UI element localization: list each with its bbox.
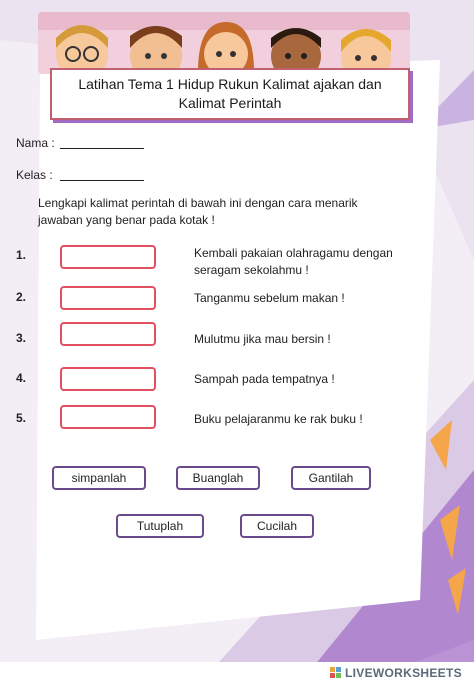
question-text-4: Sampah pada tempatnya ! — [194, 372, 335, 386]
worksheet-title-box — [50, 68, 410, 120]
choice-simpanlah[interactable]: simpanlah — [52, 466, 146, 490]
choice-cucilah[interactable]: Cucilah — [240, 514, 314, 538]
answer-drop-box-2[interactable] — [60, 286, 156, 310]
name-field[interactable] — [60, 148, 144, 149]
question-text-1 — [194, 245, 414, 279]
kid-illustration-2 — [130, 26, 182, 74]
liveworksheets-brand[interactable]: LIVEWORKSHEETS — [345, 666, 462, 680]
header-banner — [38, 12, 410, 74]
choice-tutuplah[interactable]: Tutuplah — [116, 514, 204, 538]
choice-buanglah[interactable]: Buanglah — [176, 466, 260, 490]
question-number: 3. — [16, 331, 27, 345]
name-label: Nama : — [16, 136, 55, 150]
worksheet-title-line-2: Kalimat Perintah — [178, 95, 282, 111]
question-number: 1. — [16, 248, 27, 262]
question-text-3: Mulutmu jika mau bersin ! — [194, 332, 331, 346]
question-text-2: Tanganmu sebelum makan ! — [194, 291, 345, 305]
instruction-line-1: Lengkapi kalimat perintah di bawah ini dengan cara menarik — [38, 196, 358, 210]
choice-gantilah[interactable]: Gantilah — [291, 466, 371, 490]
question-text-line: Kembali pakaian olahragamu dengan — [194, 246, 393, 260]
worksheet-title-line-1: Latihan Tema 1 Hidup Rukun Kalimat ajakan dan — [78, 76, 382, 92]
kid-illustration-1 — [56, 25, 108, 74]
question-text-5: Buku pelajaranmu ke rak buku ! — [194, 412, 363, 426]
liveworksheets-logo-icon — [330, 667, 342, 678]
answer-drop-box-1[interactable] — [60, 245, 156, 269]
question-number: 4. — [16, 371, 27, 385]
question-number: 5. — [16, 411, 27, 425]
class-field[interactable] — [60, 180, 144, 181]
instruction-line-2: jawaban yang benar pada kotak ! — [38, 213, 215, 227]
class-label: Kelas : — [16, 168, 53, 182]
question-text-line: seragam sekolahmu ! — [194, 263, 309, 277]
answer-drop-box-4[interactable] — [60, 367, 156, 391]
answer-drop-box-3[interactable] — [60, 322, 156, 346]
answer-drop-box-5[interactable] — [60, 405, 156, 429]
question-number: 2. — [16, 290, 27, 304]
